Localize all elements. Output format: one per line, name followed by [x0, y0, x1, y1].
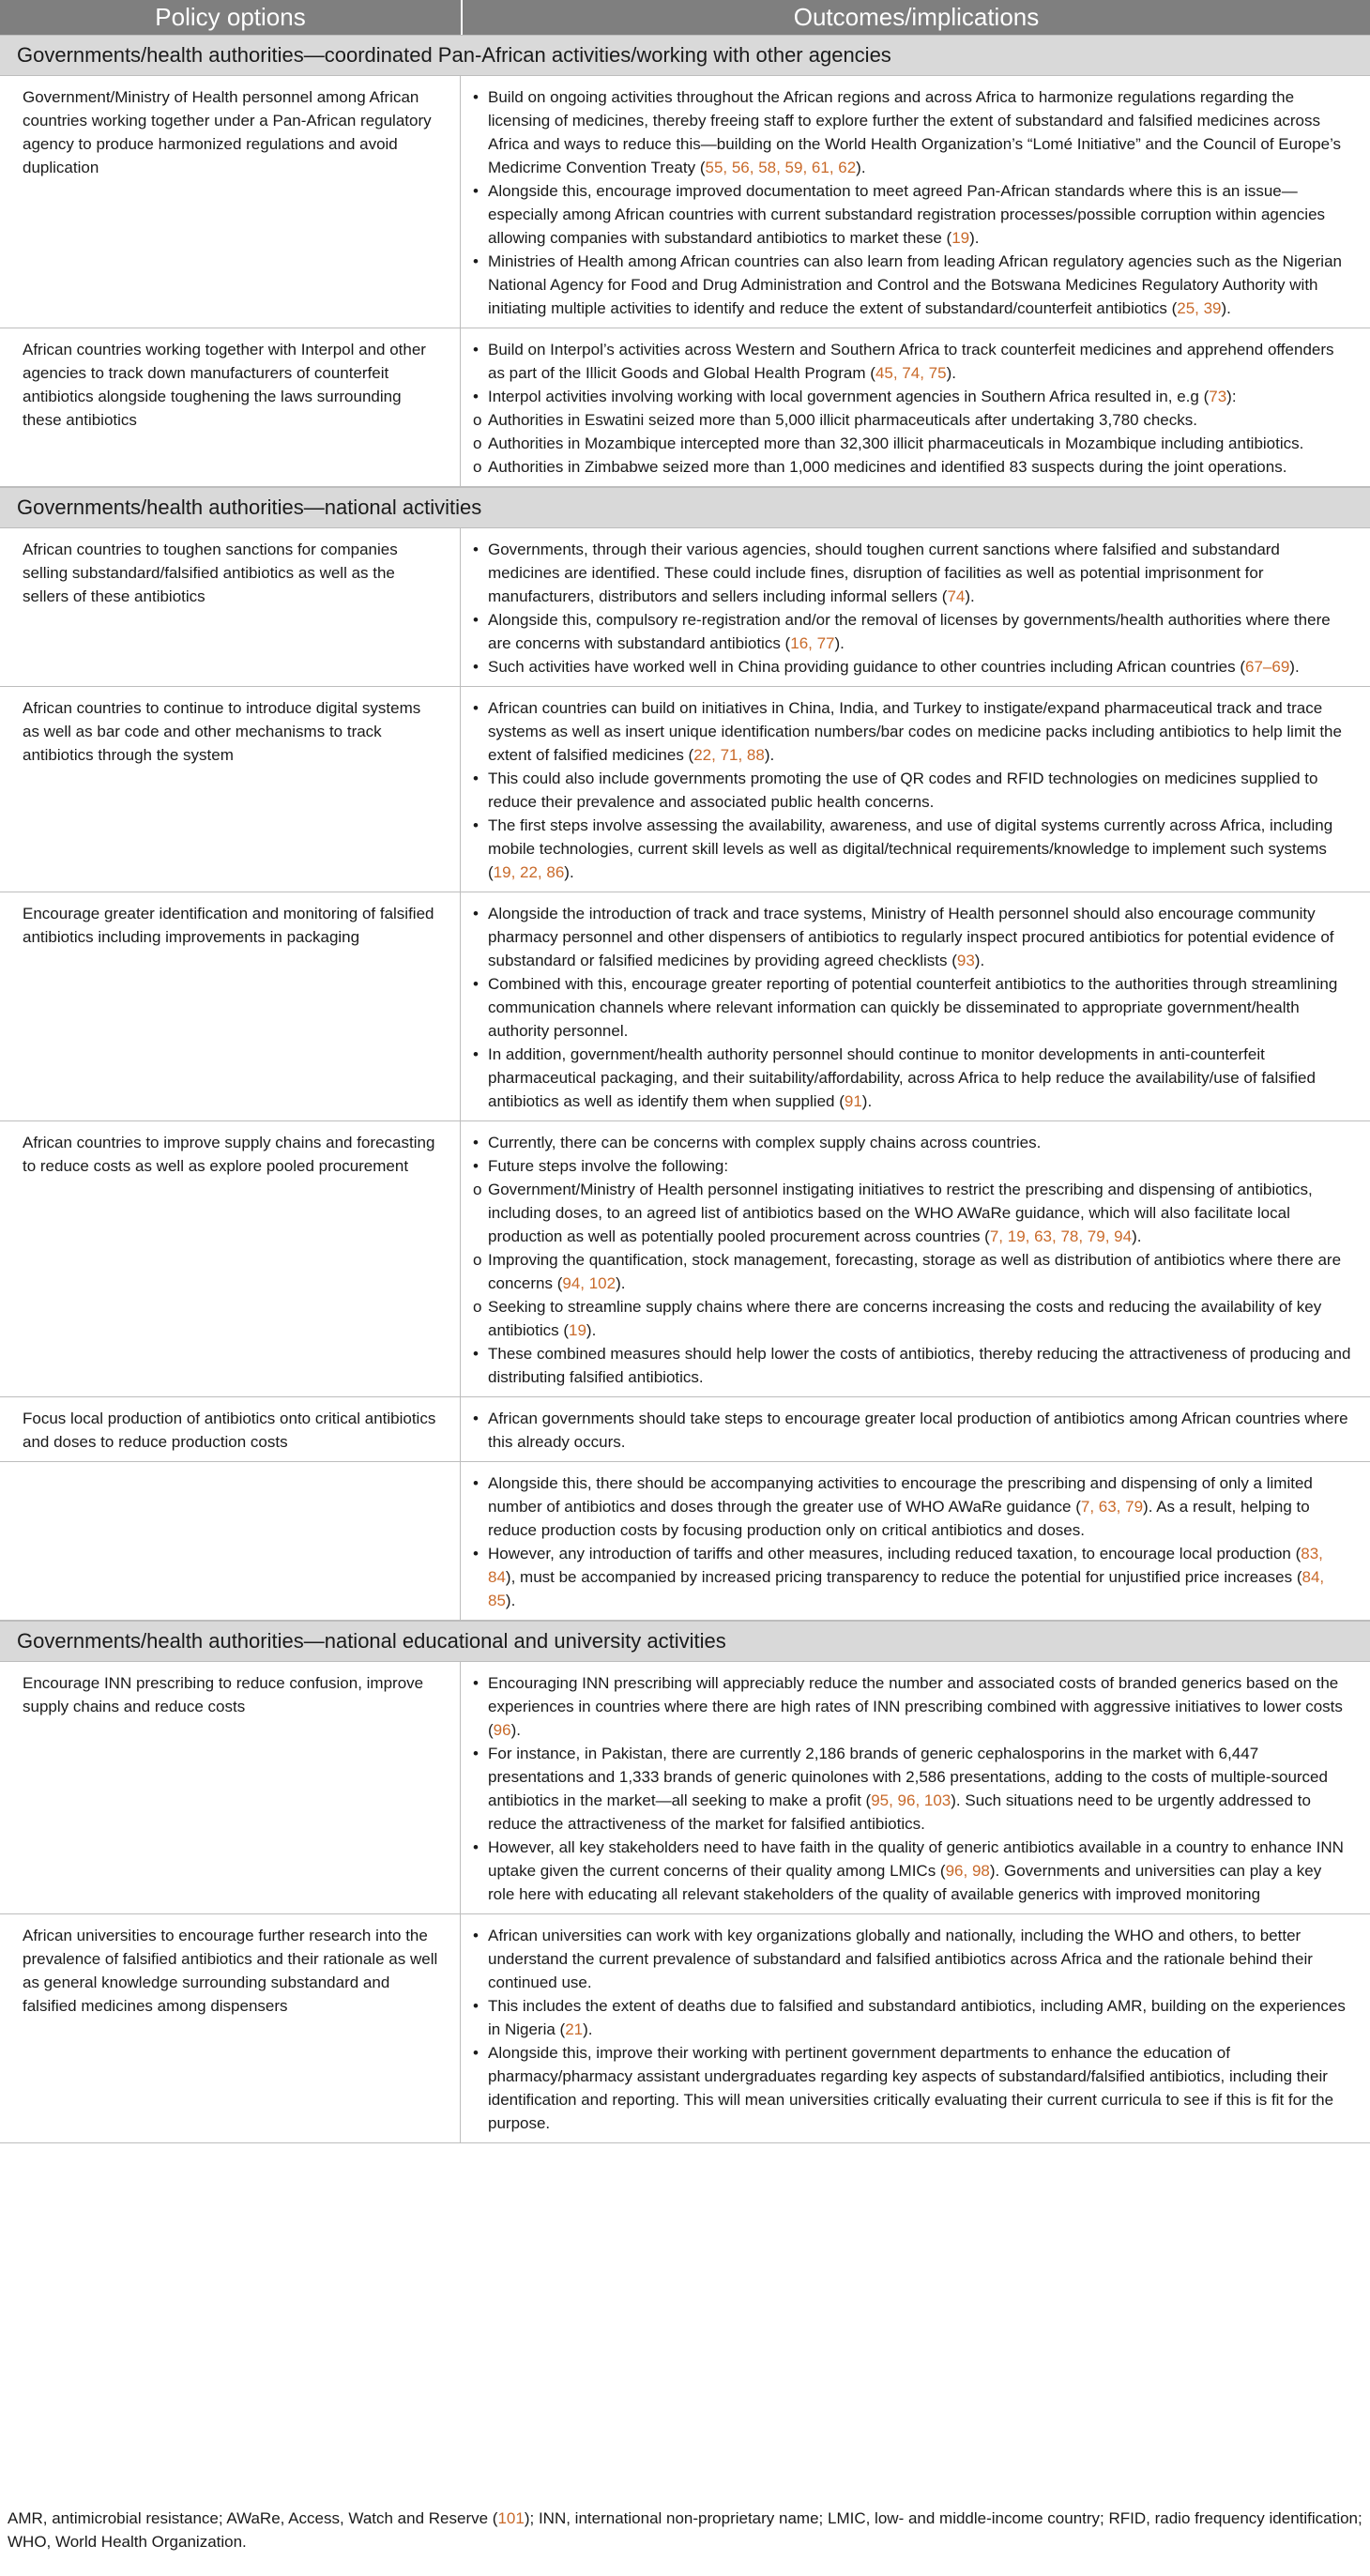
sub-bullet-marker: o: [473, 1181, 482, 1198]
bullet-marker: •: [473, 1134, 479, 1151]
text-run: ):: [1226, 388, 1237, 405]
reference-link[interactable]: 74: [947, 587, 966, 605]
table-row: [0, 1914, 1370, 2143]
text-run: Build on Interpol’s activities across Western and Southern Africa to track counterfeit medicines and apprehend offenders as part of the Illicit Goods and Global Health Program (: [488, 341, 1334, 382]
text-run: Authorities in Eswatini seized more than 5,000 illicit pharmaceuticals after undertaking 3,780 checks.: [488, 411, 1197, 429]
text-run: ).: [1221, 299, 1231, 317]
table-row: [0, 892, 1370, 1121]
text-run: Alongside this, there should be accompanying activities to encourage the prescribing and dispensing of only a limited number of antibiotics and doses through the greater use of WHO AWaRe guidance (: [488, 1474, 1313, 1516]
text-run: In addition, government/health authority personnel should continue to monitor developments in anti-counterfeit pharmaceutical packaging, and their suitability/affordability, across Africa to help reduce the availability/use of falsified antibiotics as well as identify them when supplied (: [488, 1045, 1316, 1110]
section-title: Governments/health authorities—national activities: [0, 487, 1370, 528]
item-text: [488, 2041, 1351, 2135]
reference-link[interactable]: 94, 102: [562, 1274, 616, 1292]
text-run: ).: [564, 863, 574, 881]
policy-option-cell: Government/Ministry of Health personnel among African countries working together under a Pan-African regulatory agency to produce harmonized regulations and avoid duplication: [0, 76, 461, 328]
item-text: [488, 1471, 1351, 1542]
text-run: Currently, there can be concerns with complex supply chains across countries.: [488, 1134, 1042, 1151]
bullet-marker: •: [473, 1045, 479, 1063]
text-run: Seeking to streamline supply chains where there are concerns increasing the costs and reducing the availability of key antibiotics (: [488, 1298, 1322, 1339]
bullet-marker: •: [473, 1545, 479, 1562]
list-item: [473, 1407, 1351, 1454]
bullet-marker: •: [473, 905, 479, 922]
text-run: However, all key stakeholders need to have faith in the quality of generic antibiotics available in a country to enhance INN uptake given the current concerns of their quality among LMICs (: [488, 1838, 1344, 1880]
policy-option-cell: African countries to continue to introduce digital systems as well as bar code and other mechanisms to track antibiotics through the system: [0, 687, 461, 892]
reference-link[interactable]: 101: [497, 2509, 525, 2527]
item-text: [488, 1154, 1351, 1178]
text-run: Build on ongoing activities throughout the African regions and across Africa to harmonize regulations regarding the licensing of medicines, thereby freeing staff to explore further the extent of substandard and falsified medicines across Africa and ways to reduce this—building on the World Health Organization’s “Lomé Initiative” and the Council of Europe’s Medicrime Convention Treaty (: [488, 88, 1342, 176]
header-policy-options: Policy options: [0, 0, 463, 35]
item-text: [488, 432, 1351, 455]
bullet-marker: •: [473, 658, 479, 676]
table-row: [0, 1462, 1370, 1621]
text-run: This could also include governments promoting the use of QR codes and RFID technologies on medicines supplied to reduce their prevalence and associated public health concerns.: [488, 770, 1318, 811]
bullet-marker: •: [473, 541, 479, 558]
item-text: [488, 1742, 1351, 1836]
reference-link[interactable]: 95, 96, 103: [871, 1791, 951, 1809]
item-text: [488, 408, 1351, 432]
bullet-marker: •: [473, 1674, 479, 1692]
item-text: [488, 338, 1351, 385]
text-run: ).: [965, 587, 975, 605]
item-text: [488, 179, 1351, 250]
bullet-marker: •: [473, 816, 479, 834]
reference-link[interactable]: 7, 19, 63, 78, 79, 94: [989, 1227, 1133, 1245]
bullet-marker: •: [473, 1474, 479, 1492]
text-run: ).: [764, 746, 775, 764]
list-item: [473, 1542, 1351, 1612]
item-text: [488, 85, 1351, 179]
list-item: [473, 608, 1351, 655]
item-text: [488, 1043, 1351, 1113]
list-item: [473, 1295, 1351, 1342]
outcomes-cell: [461, 528, 1370, 686]
list-item: [473, 1836, 1351, 1906]
bullet-marker: •: [473, 611, 479, 629]
item-text: [488, 1248, 1351, 1295]
text-run: Future steps involve the following:: [488, 1157, 729, 1175]
outcomes-cell: [461, 76, 1370, 328]
item-text: [488, 1342, 1351, 1389]
text-run: ). Such situations need to be urgently addressed to reduce the attractiveness of the market for falsified antibiotics.: [488, 1791, 1311, 1833]
list-item: [473, 385, 1351, 408]
section-title: Governments/health authorities—national educational and university activities: [0, 1621, 1370, 1662]
text-run: Such activities have worked well in China providing guidance to other countries including African countries (: [488, 658, 1245, 676]
outcomes-cell: [461, 1662, 1370, 1913]
outcomes-cell: [461, 1462, 1370, 1620]
reference-link[interactable]: 25, 39: [1177, 299, 1222, 317]
sub-bullet-marker: o: [473, 458, 482, 476]
text-run: Authorities in Zimbabwe seized more than 1,000 medicines and identified 83 suspects during the joint operations.: [488, 458, 1287, 476]
policy-option-cell: Focus local production of antibiotics onto critical antibiotics and doses to reduce production costs: [0, 1397, 461, 1461]
policy-option-cell: African countries working together with Interpol and other agencies to track down manufacturers of counterfeit antibiotics alongside toughening the laws surrounding these antibiotics: [0, 328, 461, 486]
reference-link[interactable]: 83, 84: [488, 1545, 1323, 1586]
list-item: [473, 408, 1351, 432]
text-run: African governments should take steps to encourage greater local production of antibiotics among African countries where this already occurs.: [488, 1410, 1348, 1451]
policy-option-cell: African countries to improve supply chains and forecasting to reduce costs as well as explore pooled procurement: [0, 1121, 461, 1396]
text-run: ).: [505, 1592, 516, 1609]
item-text: [488, 1407, 1351, 1454]
item-text: [488, 1542, 1351, 1612]
footnote-tail: ); INN, international non-proprietary name; LMIC, low- and middle-income country; RFID, radio frequency identification; WHO, World Health Organization.: [8, 2509, 1362, 2551]
item-text: [488, 1671, 1351, 1742]
list-item: [473, 696, 1351, 767]
text-run: Combined with this, encourage greater reporting of potential counterfeit antibiotics to the authorities through streamlining communication channels where relevant information can quickly be disseminated to appropriate government/health authority personnel.: [488, 975, 1338, 1040]
text-run: Government/Ministry of Health personnel instigating initiatives to restrict the prescribing and dispensing of antibiotics, including doses, to an agreed list of antibiotics based on the WHO AWaRe guidance, which will also facilitate local production as well as potentially pooled procurement across countries (: [488, 1181, 1313, 1245]
text-run: ).: [586, 1321, 597, 1339]
text-run: Improving the quantification, stock management, forecasting, storage as well as distribution of antibiotics where there are concerns (: [488, 1251, 1342, 1292]
list-item: [473, 432, 1351, 455]
bullet-marker: •: [473, 770, 479, 787]
table-body: [0, 35, 1370, 2143]
text-run: ).: [583, 2020, 593, 2038]
text-run: ).: [510, 1721, 521, 1739]
text-run: African universities can work with key organizations globally and nationally, including the WHO and others, to better understand the current prevalence of substandard and falsified antibiotics across Africa and the rationale behind their continued use.: [488, 1927, 1313, 1991]
reference-link[interactable]: 93: [956, 952, 975, 969]
text-run: Authorities in Mozambique intercepted more than 32,300 illicit pharmaceuticals in Mozambique including antibiotics.: [488, 434, 1304, 452]
outcomes-cell: [461, 328, 1370, 486]
table-row: [0, 1662, 1370, 1914]
list-item: [473, 972, 1351, 1043]
item-text: [488, 1924, 1351, 1994]
sub-bullet-marker: o: [473, 1251, 482, 1269]
text-run: African countries can build on initiatives in China, India, and Turkey to instigate/expand pharmaceutical track and trace systems as well as insert unique identification numbers/bar codes on medicine packs including antibiotics to help limit the extent of falsified medicines (: [488, 699, 1342, 764]
list-item: [473, 1154, 1351, 1178]
list-item: [473, 814, 1351, 884]
header-outcomes: Outcomes/implications: [793, 3, 1040, 31]
bullet-marker: •: [473, 1927, 479, 1944]
list-item: [473, 1471, 1351, 1542]
text-run: However, any introduction of tariffs and other measures, including reduced taxation, to encourage local production (: [488, 1545, 1302, 1562]
bullet-marker: •: [473, 252, 479, 270]
reference-link[interactable]: 96, 98: [945, 1862, 990, 1880]
text-run: Alongside this, encourage improved documentation to meet agreed Pan-African standards where this is an issue—especially among African countries with current substandard registration processes/possible corruption within agencies allowing companies with substandard antibiotics to market these (: [488, 182, 1326, 247]
sub-bullet-marker: o: [473, 434, 482, 452]
policy-option-cell: [0, 1462, 461, 1620]
text-run: ).: [969, 229, 980, 247]
item-text: [488, 385, 1351, 408]
list-item: [473, 179, 1351, 250]
item-text: [488, 696, 1351, 767]
outcomes-cell: [461, 1914, 1370, 2142]
table-header: [0, 0, 1370, 35]
list-item: [473, 338, 1351, 385]
list-item: [473, 1248, 1351, 1295]
bullet-marker: •: [473, 1345, 479, 1363]
list-item: [473, 2041, 1351, 2135]
text-run: Encouraging INN prescribing will appreciably reduce the number and associated costs of branded generics based on the experiences in countries where there are high rates of INN prescribing combined with aggressive initiatives to lower costs (: [488, 1674, 1343, 1739]
bullet-marker: •: [473, 1997, 479, 2015]
section-title: Governments/health authorities—coordinated Pan-African activities/working with other agencies: [0, 35, 1370, 76]
list-item: [473, 902, 1351, 972]
bullet-marker: •: [473, 1157, 479, 1175]
item-text: [488, 250, 1351, 320]
list-item: [473, 250, 1351, 320]
footnote-text: AMR, antimicrobial resistance; AWaRe, Access, Watch and Reserve (: [8, 2509, 498, 2527]
text-run: For instance, in Pakistan, there are currently 2,186 brands of generic cephalosporins in the market with 6,447 presentations and 1,333 brands of generic quinolones with 2,586 presentations, adding to the costs of multiple-sourced antibiotics in the market—all seeking to make a profit (: [488, 1745, 1328, 1809]
reference-link[interactable]: 22, 71, 88: [693, 746, 765, 764]
list-item: [473, 655, 1351, 678]
item-text: [488, 455, 1351, 479]
list-item: [473, 767, 1351, 814]
item-text: [488, 1131, 1351, 1154]
text-run: ).: [1132, 1227, 1142, 1245]
bullet-marker: •: [473, 1410, 479, 1427]
policy-option-cell: Encourage INN prescribing to reduce confusion, improve supply chains and reduce costs: [0, 1662, 461, 1913]
bullet-marker: •: [473, 2044, 479, 2062]
reference-link[interactable]: 21: [565, 2020, 584, 2038]
sub-bullet-marker: o: [473, 1298, 482, 1316]
bullet-marker: •: [473, 88, 479, 106]
table-row: [0, 76, 1370, 328]
reference-link[interactable]: 91: [844, 1092, 862, 1110]
text-run: Alongside this, improve their working with pertinent government departments to enhance the education of pharmacy/pharmacy assistant undergraduates regarding key aspects of substandard/falsified antibiotics, including their identification and reporting. This will mean universities critically evaluating their current curricula to see if this is fit for the purpose.: [488, 2044, 1334, 2132]
text-run: Governments, through their various agencies, should toughen current sanctions where falsified and substandard medicines are identified. These could include fines, disruption of facilities as well as potential imprisonment for manufacturers, distributors and sellers including informal sellers (: [488, 541, 1280, 605]
text-run: The first steps involve assessing the availability, awareness, and use of digital systems currently across Africa, including mobile technologies, current skill levels as well as digital/technical requirements/knowledge to implement such systems (: [488, 816, 1333, 881]
item-text: [488, 814, 1351, 884]
item-text: [488, 538, 1351, 608]
list-item: [473, 1924, 1351, 1994]
reference-link[interactable]: 84, 85: [488, 1568, 1325, 1609]
reference-link[interactable]: 19: [568, 1321, 586, 1339]
reference-link[interactable]: 45, 74, 75: [875, 364, 947, 382]
text-run: This includes the extent of deaths due to falsified and substandard antibiotics, including AMR, building on the experiences in Nigeria (: [488, 1997, 1346, 2038]
list-item: [473, 1131, 1351, 1154]
text-run: ).: [856, 159, 866, 176]
bullet-marker: •: [473, 388, 479, 405]
item-text: [488, 902, 1351, 972]
text-run: These combined measures should help lower the costs of antibiotics, thereby reducing the attractiveness of producing and distributing falsified antibiotics.: [488, 1345, 1351, 1386]
policy-option-cell: African countries to toughen sanctions for companies selling substandard/falsified antibiotics as well as the sellers of these antibiotics: [0, 528, 461, 686]
outcomes-cell: [461, 1121, 1370, 1396]
bullet-marker: •: [473, 1745, 479, 1762]
item-text: [488, 1178, 1351, 1248]
list-item: [473, 538, 1351, 608]
table-row: [0, 1397, 1370, 1462]
list-item: [473, 455, 1351, 479]
table-row: [0, 687, 1370, 892]
bullet-marker: •: [473, 182, 479, 200]
item-text: [488, 608, 1351, 655]
outcomes-cell: [461, 1397, 1370, 1461]
text-run: ).: [946, 364, 956, 382]
reference-link[interactable]: 73: [1209, 388, 1227, 405]
reference-link[interactable]: 55, 56, 58, 59, 61, 62: [705, 159, 857, 176]
bullet-marker: •: [473, 699, 479, 717]
item-text: [488, 767, 1351, 814]
table-row: [0, 328, 1370, 487]
text-run: Alongside this, compulsory re-registration and/or the removal of licenses by governments/health authorities where there are concerns with substandard antibiotics (: [488, 611, 1331, 652]
outcomes-cell: [461, 892, 1370, 1120]
table-row: [0, 1121, 1370, 1397]
reference-link[interactable]: 96: [493, 1721, 511, 1739]
text-run: ). As a result, helping to reduce production costs by focusing production only on critical antibiotics and doses.: [488, 1498, 1310, 1539]
item-text: [488, 1295, 1351, 1342]
table-row: [0, 528, 1370, 687]
reference-link[interactable]: 19: [951, 229, 970, 247]
text-run: ).: [616, 1274, 626, 1292]
list-item: [473, 1671, 1351, 1742]
text-run: ). Governments and universities can play a key role here with educating all relevant stakeholders of the quality of available generics with improved monitoring: [488, 1862, 1322, 1903]
item-text: [488, 655, 1351, 678]
list-item: [473, 1742, 1351, 1836]
text-run: Alongside the introduction of track and trace systems, Ministry of Health personnel should also encourage community pharmacy personnel and other dispensers of antibiotics to regularly inspect procured antibiotics for potential evidence of substandard or falsified medicines by providing agreed checklists (: [488, 905, 1334, 969]
text-run: ).: [1289, 658, 1300, 676]
policy-option-cell: African universities to encourage further research into the prevalence of falsified antibiotics and their rationale as well as general knowledge surrounding substandard and falsified medicines among dispensers: [0, 1914, 461, 2142]
item-text: [488, 1994, 1351, 2041]
list-item: [473, 1994, 1351, 2041]
text-run: Interpol activities involving working with local government agencies in Southern Africa resulted in, e.g (: [488, 388, 1210, 405]
text-run: ).: [974, 952, 985, 969]
outcomes-cell: [461, 687, 1370, 892]
reference-link[interactable]: 19, 22, 86: [493, 863, 565, 881]
text-run: ), must be accompanied by increased pricing transparency to reduce the potential for unjustified price increases (: [505, 1568, 1302, 1586]
list-item: [473, 85, 1351, 179]
sub-bullet-marker: o: [473, 411, 482, 429]
text-run: ).: [861, 1092, 873, 1110]
policy-option-cell: Encourage greater identification and monitoring of falsified antibiotics including improvements in packaging: [0, 892, 461, 1120]
text-run: ).: [834, 634, 845, 652]
bullet-marker: •: [473, 1838, 479, 1856]
list-item: [473, 1043, 1351, 1113]
list-item: [473, 1178, 1351, 1248]
reference-link[interactable]: 7, 63, 79: [1080, 1498, 1144, 1516]
bullet-marker: •: [473, 975, 479, 993]
item-text: [488, 1836, 1351, 1906]
list-item: [473, 1342, 1351, 1389]
reference-link[interactable]: 16, 77: [790, 634, 835, 652]
table-footnote: [8, 2507, 1364, 2553]
text-run: Ministries of Health among African countries can also learn from leading African regulatory agencies such as the Nigerian National Agency for Food and Drug Administration and Control and the Botswana Medicines Regulatory Authority with initiating multiple activities to identify and reduce the extent of substandard/counterfeit antibiotics (: [488, 252, 1342, 317]
reference-link[interactable]: 67–69: [1245, 658, 1290, 676]
bullet-marker: •: [473, 341, 479, 358]
item-text: [488, 972, 1351, 1043]
